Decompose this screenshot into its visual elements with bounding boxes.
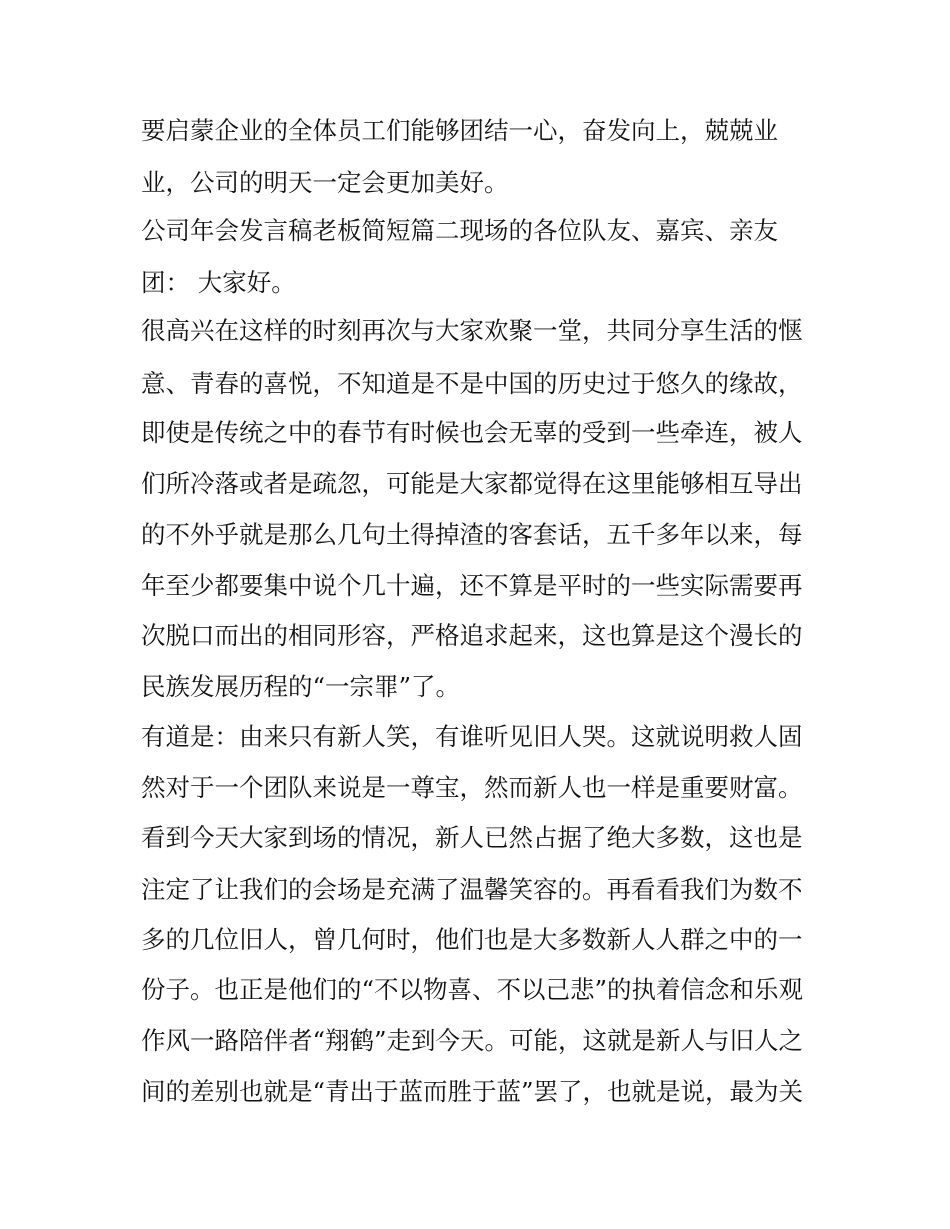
text-line: 们所冷落或者是疏忽，可能是大家都觉得在这里能够相互导出 [141, 469, 803, 498]
text-line: 年至少都要集中说个几十遍，还不算是平时的一些实际需要再 [141, 571, 803, 600]
text-line: 民族发展历程的“一宗罪”了。 [141, 672, 461, 701]
text-line: 有道是：由来只有新人笑，有谁听见旧人哭。这就说明救人固 [141, 722, 803, 751]
text-line: 业，公司的明天一定会更加美好。 [141, 168, 509, 197]
text-line: 即使是传统之中的春节有时候也会无辜的受到一些牵连，被人 [141, 418, 803, 447]
text-line: 的不外乎就是那么几句土得掉渣的客套话，五千多年以来，每 [141, 520, 803, 549]
text-line: 要启蒙企业的全体员工们能够团结一心，奋发向上，兢兢业 [141, 116, 778, 145]
text-line: 作风一路陪伴者“翔鹤”走到今天。可能，这就是新人与旧人之 [141, 1026, 804, 1055]
text-line: 很高兴在这样的时刻再次与大家欢聚一堂，共同分享生活的惬 [141, 316, 803, 345]
text-line: 然对于一个团队来说是一尊宝，然而新人也一样是重要财富。 [141, 773, 803, 802]
text-line: 公司年会发言稿老板简短篇二现场的各位队友、嘉宾、亲友 [141, 216, 778, 245]
text-line: 意、青春的喜悦，不知道是不是中国的历史过于悠久的缘故， [141, 369, 803, 398]
text-line: 多的几位旧人，曾几何时，他们也是大多数新人人群之中的一 [141, 925, 803, 954]
text-line: 次脱口而出的相同形容，严格追求起来，这也算是这个漫长的 [141, 621, 803, 650]
text-line: 团： 大家好。 [141, 268, 296, 297]
text-line: 份子。也正是他们的“不以物喜、不以己悲”的执着信念和乐观 [141, 975, 804, 1004]
text-line: 间的差别也就是“青出于蓝而胜于蓝”罢了，也就是说，最为关 [141, 1077, 804, 1106]
text-line: 看到今天大家到场的情况，新人已然占据了绝大多数，这也是 [141, 823, 803, 852]
text-line: 注定了让我们的会场是充满了温馨笑容的。再看看我们为数不 [141, 875, 803, 904]
